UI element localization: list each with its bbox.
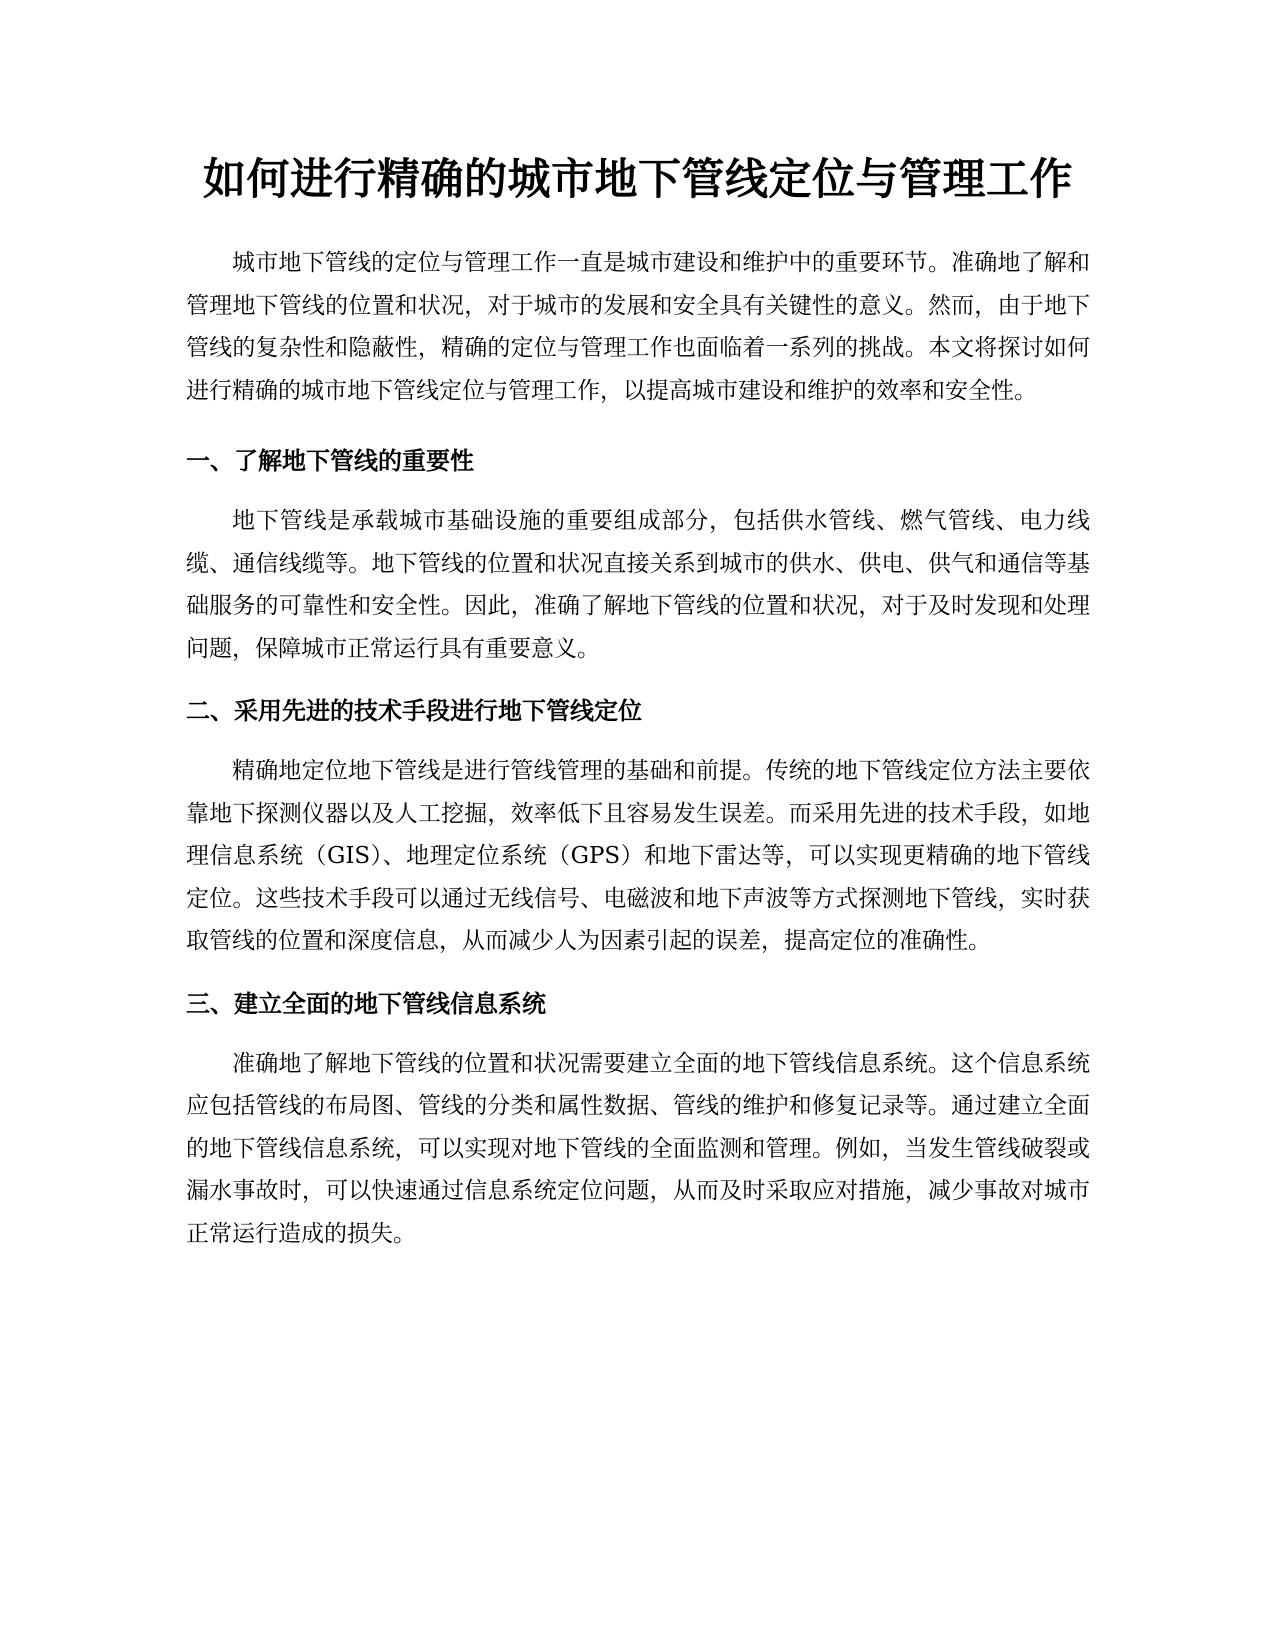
section-heading-2: 二、采用先进的技术手段进行地下管线定位 [186,697,642,725]
document-page [186,140,1090,1255]
document-title: 如何进行精确的城市地下管线定位与管理工作 [203,155,1073,205]
section-body-1: 地下管线是承载城市基础设施的重要组成部分，包括供水管线、燃气管线、电力线缆、通信线缆等。地下管线的位置和状况直接关系到城市的供水、供电、供气和通信等基础服务的可靠性和安全性。因此，准确了解地下管线的位置和状况，对于及时发现和处理问题，保障城市正常运行具有重要意义。 [186,508,1090,662]
section-body-3: 准确地了解地下管线的位置和状况需要建立全面的地下管线信息系统。这个信息系统应包括管线的布局图、管线的分类和属性数据、管线的维护和修复记录等。通过建立全面的地下管线信息系统，可以实现对地下管线的全面监测和管理。例如，当发生管线破裂或漏水事故时，可以快速通过信息系统定位问题，从而及时采取应对措施，减少事故对城市正常运行造成的损失。 [186,1050,1090,1247]
section-heading-1: 一、了解地下管线的重要性 [186,447,474,475]
section-body-2: 精确地定位地下管线是进行管线管理的基础和前提。传统的地下管线定位方法主要依靠地下探测仪器以及人工挖掘，效率低下且容易发生误差。而采用先进的技术手段，如地理信息系统（GIS）、地理定位系统（GPS）和地下雷达等，可以实现更精确的地下管线定位。这些技术手段可以通过无线信号、电磁波和地下声波等方式探测地下管线，实时获取管线的位置和深度信息，从而减少人为因素引起的误差，提高定位的准确性。 [186,758,1090,954]
intro-paragraph: 城市地下管线的定位与管理工作一直是城市建设和维护中的重要环节。准确地了解和管理地下管线的位置和状况，对于城市的发展和安全具有关键性的意义。然而，由于地下管线的复杂性和隐蔽性，精确的定位与管理工作也面临着一系列的挑战。本文将探讨如何进行精确的城市地下管线定位与管理工作，以提高城市建设和维护的效率和安全性。 [186,250,1090,404]
section-heading-3: 三、建立全面的地下管线信息系统 [186,989,546,1018]
